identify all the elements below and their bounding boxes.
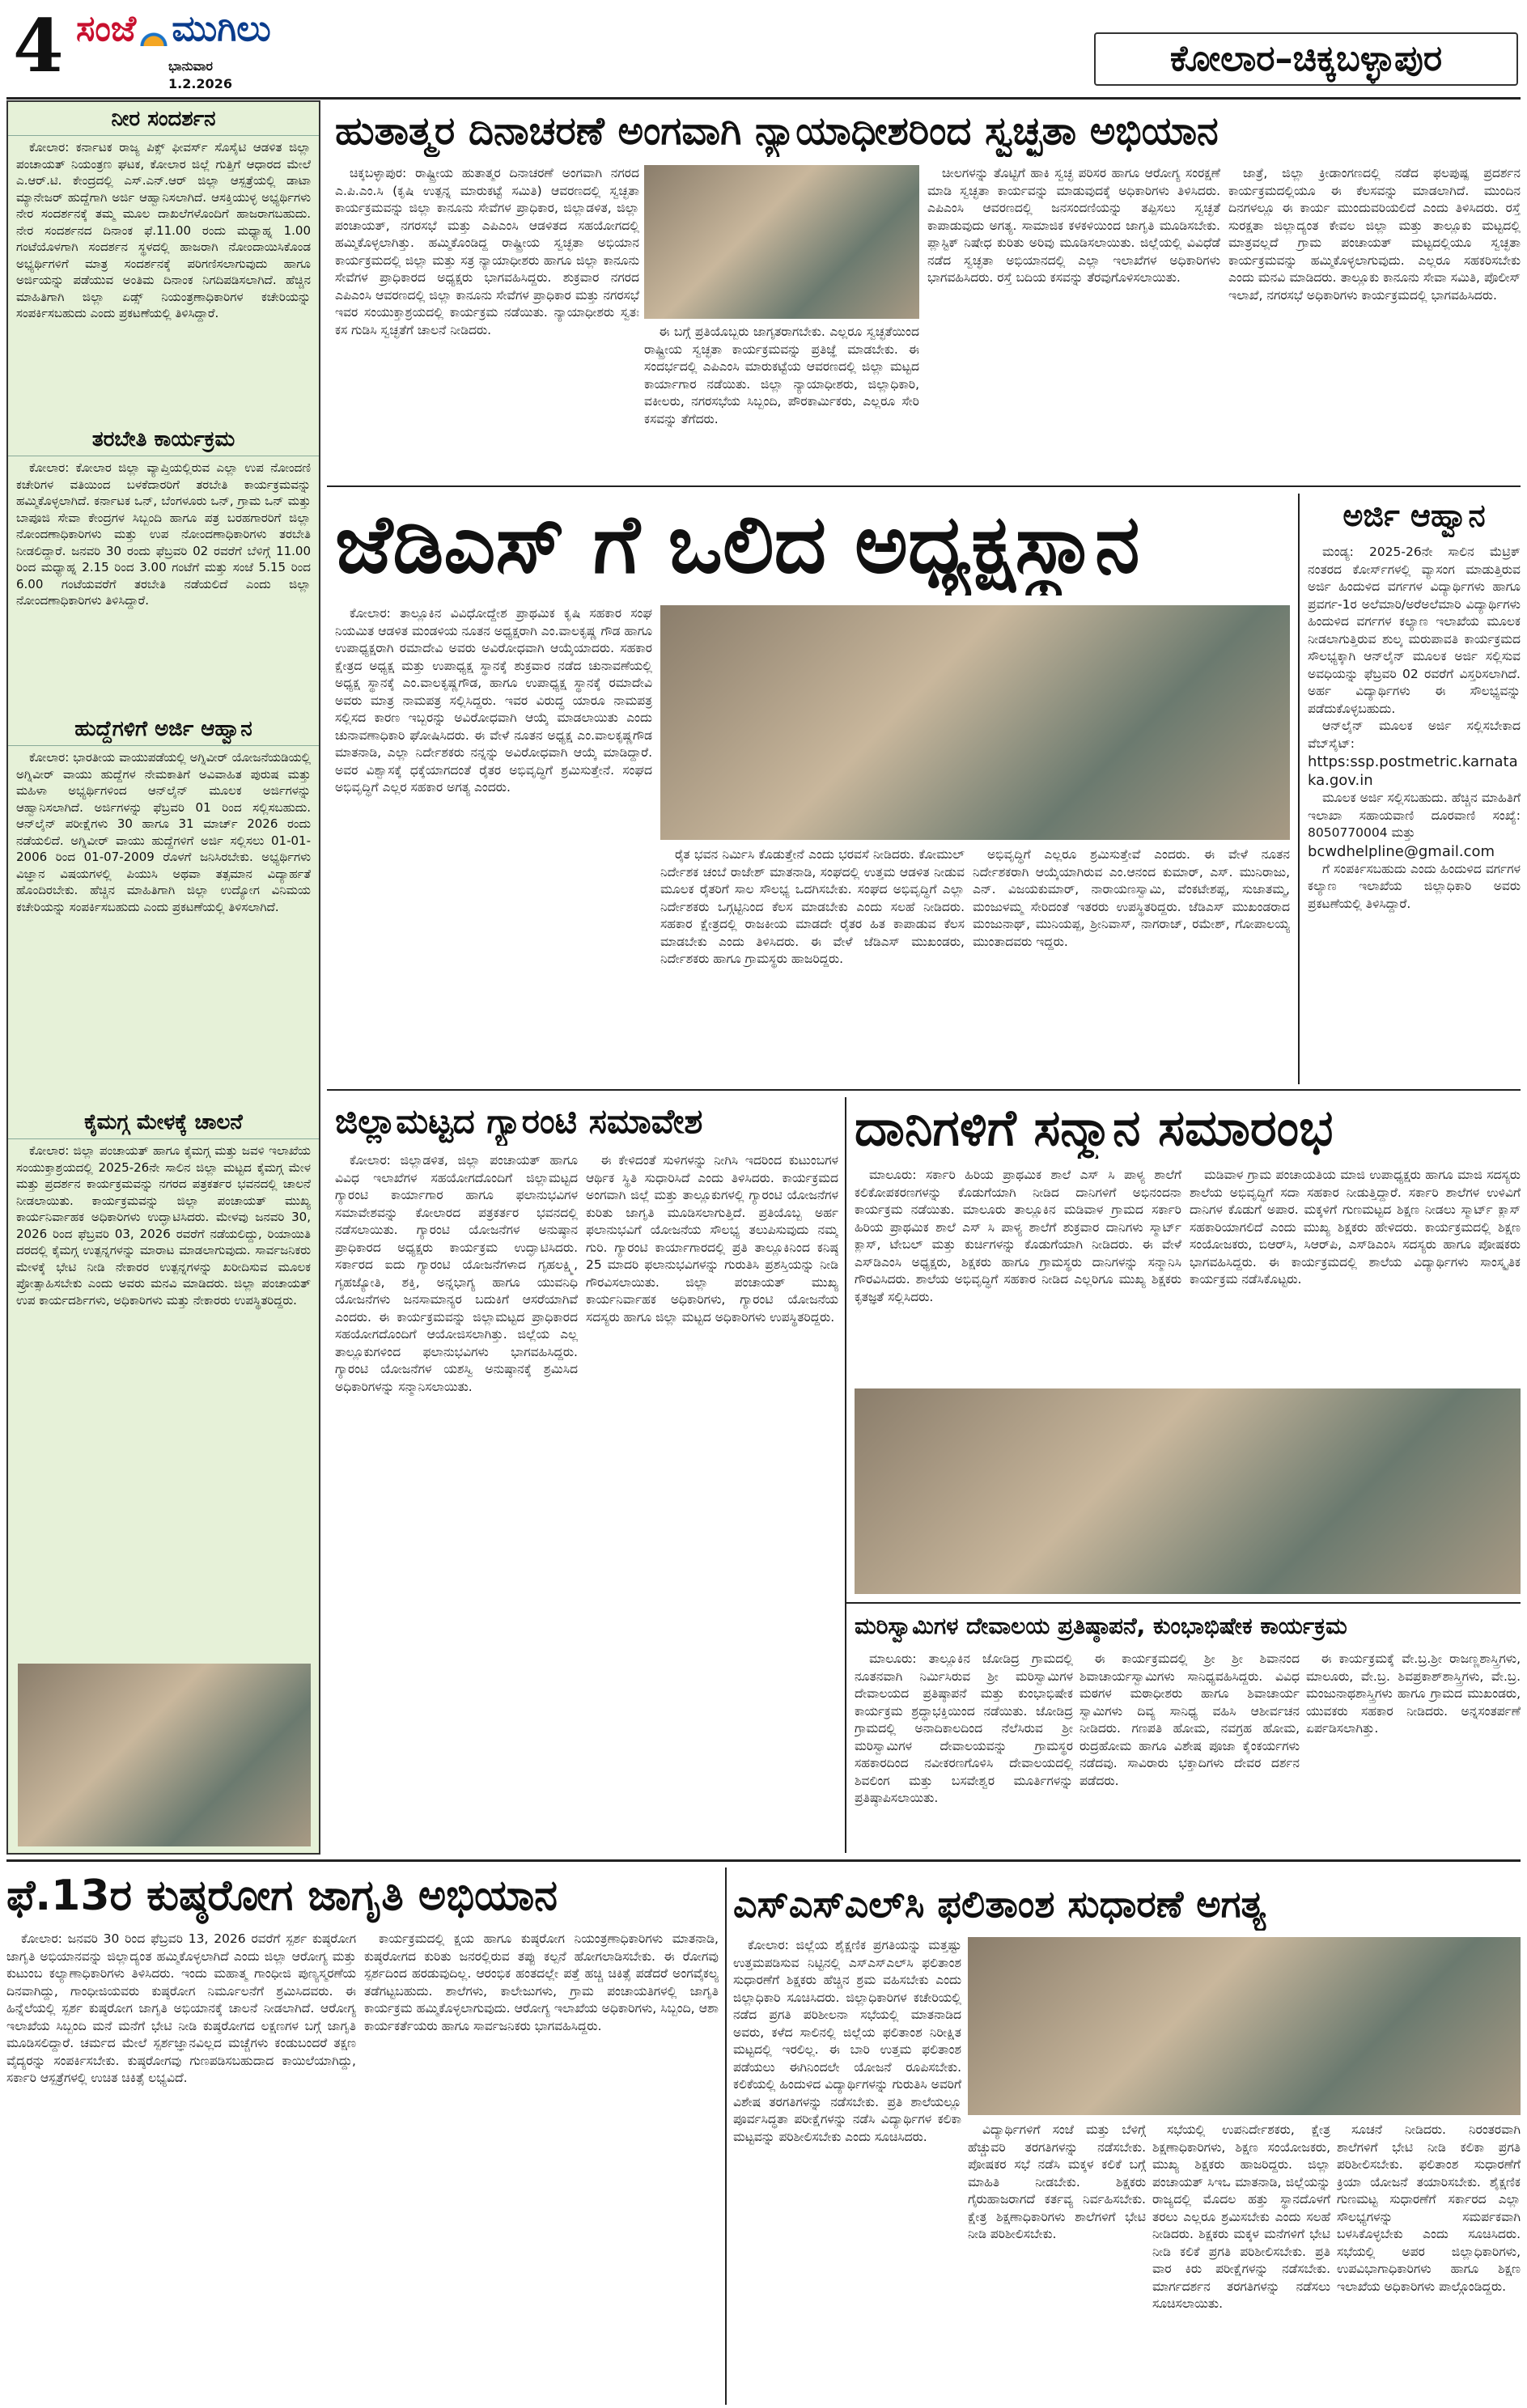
brief-text-1: ಕೋಲಾರ: ಕರ್ನಾಟಕ ರಾಜ್ಯ ಪಿಕ್ಸ್ ಫೀವರ್ಸ್ ಸೊಸೈಟಿ ಆಡಳಿತ ಜಿಲ್ಲಾ ಪಂಚಾಯತ್ ನಿಯಂತ್ರಣ ಘಟಕ, ಕೋಲಾರ ಜಿಲ್ಲೆ ಗುತ್ತಿಗೆ ಆಧಾರದ ಮೇಲೆ ಎ.ಆರ್.ಟಿ. ಕೇಂದ್ರದಲ್ಲಿ ಎಸ್.ಎನ್.ಆರ್ ಜಿಲ್ಲಾ ಆಸ್ಪತ್ರೆಯಲ್ಲಿ ಡಾಟಾ ಮ್ಯಾನೇಜರ್ ಹುದ್ದೆಗಾಗಿ ಅರ್ಜಿ ಆಹ್ವಾನಿಸಲಾಗಿದೆ. ಆಸಕ್ತಿಯುಳ್ಳ ಅಭ್ಯರ್ಥಿಗಳು ನೇರ ಸಂದರ್ಶನಕ್ಕೆ ತಮ್ಮ ಮೂಲ ದಾಖಲೆಗಳೊಂದಿಗೆ ಹಾಜರಾಗಬಹುದು. ನೇರ ಸಂದರ್ಶನದ ದಿನಾಂಕ ಫೆ.11.00 ರಂದು ಮಧ್ಯಾಹ್ನ 1.00 ಗಂಟೆಯೊಳಗಾಗಿ ಸಂದರ್ಶನ ಸ್ಥಳದಲ್ಲಿ ಹಾಜರಾಗಿ ನೋಂದಾಯಿಸಿಕೊಂಡ ಅಭ್ಯರ್ಥಿಗಳಿಗೆ ಮಾತ್ರ ಸಂದರ್ಶನಕ್ಕೆ ಪರಿಗಣಿಸಲಾಗುವುದು ಹಾಗೂ ಅರ್ಜಿಯನ್ನು ಪಡೆಯುವ ಅಂತಿಮ ದಿನಾಂಕ ನಿಗದಿಪಡಿಸಲಾಗಿದೆ. ಹೆಚ್ಚಿನ ಮಾಹಿತಿಗಾಗಿ ಜಿಲ್ಲಾ ಏಡ್ಸ್ ನಿಯಂತ್ರಣಾಧಿಕಾರಿಗಳ ಕಚೇರಿಯನ್ನು ಸಂಪರ್ಕಿಸಬಹುದು ಎಂದು ಪ್ರಕಟಣೆಯಲ್ಲಿ ತಿಳಿಸಿದ್ದಾರೆ. xyxy=(16,140,311,320)
section-title: ಕೋಲಾರ–ಚಿಕ್ಕಬಳ್ಳಾಪುರ xyxy=(1094,32,1518,86)
story1-photo xyxy=(644,165,919,319)
story1-body-col3: ಚೀಲಗಳನ್ನು ತೊಟ್ಟಿಗೆ ಹಾಕಿ ಸ್ವಚ್ಛ ಪರಿಸರ ಹಾಗೂ ಆರೋಗ್ಯ ಸಂರಕ್ಷಣೆ ಮಾಡಿ ಸ್ವಚ್ಛತಾ ಕಾರ್ಯವನ್ನು ಮಾಡುವುದಕ್ಕೆ ಅಧಿಕಾರಿಗಳು ತಿಳಿಸಿದರು. ಎಪಿಎಂಸಿ ಆವರಣದಲ್ಲಿ ಜನಸಂದಣಿಯನ್ನು ತಪ್ಪಿಸಲು ಸ್ವಚ್ಛತೆ ಕಾಪಾಡುವುದು ಅಗತ್ಯ. ಸಾಮಾಜಿಕ ಕಳಕಳಿಯಿಂದ ಜಾಗೃತಿ ಮೂಡಿಸಬೇಕು. ಪ್ಲಾಸ್ಟಿಕ್ ನಿಷೇಧ ಕುರಿತು ಅರಿವು ಮೂಡಿಸಲಾಯಿತು. ಜಿಲ್ಲೆಯಲ್ಲಿ ವಿವಿಧೆಡೆ ನಡೆದ ಸ್ವಚ್ಛತಾ ಅಭಿಯಾನದಲ್ಲಿ ಎಲ್ಲಾ ಇಲಾಖೆಗಳ ಅಧಿಕಾರಿಗಳು ಭಾಗವಹಿಸಿದರು. ರಸ್ತೆ ಬದಿಯ ಕಸವನ್ನು ತೆರವುಗೊಳಿಸಲಾಯಿತು. xyxy=(927,166,1220,285)
story3-body-col1: ಕೋಲಾರ: ಜಿಲ್ಲಾಡಳಿತ, ಜಿಲ್ಲಾ ಪಂಚಾಯತ್ ಹಾಗೂ ವಿವಿಧ ಇಲಾಖೆಗಳ ಸಹಯೋಗದೊಂದಿಗೆ ಜಿಲ್ಲಾಮಟ್ಟದ ಗ್ಯಾರಂಟಿ ಕಾರ್ಯಾಗಾರ ಹಾಗೂ ಫಲಾನುಭವಿಗಳ ಸಮಾವೇಶವನ್ನು ಕೋಲಾರದ ಪತ್ರಕರ್ತರ ಭವನದಲ್ಲಿ ನಡೆಸಲಾಯಿತು. ಗ್ಯಾರಂಟಿ ಯೋಜನೆಗಳ ಅನುಷ್ಠಾನ ಪ್ರಾಧಿಕಾರದ ಅಧ್ಯಕ್ಷರು ಕಾರ್ಯಕ್ರಮ ಉದ್ಘಾಟಿಸಿದರು. ಸರ್ಕಾರದ ಐದು ಗ್ಯಾರಂಟಿ ಯೋಜನೆಗಳಾದ ಗೃಹಲಕ್ಷ್ಮಿ, ಗೃಹಜ್ಯೋತಿ, ಶಕ್ತಿ, ಅನ್ನಭಾಗ್ಯ ಹಾಗೂ ಯುವನಿಧಿ ಯೋಜನೆಗಳು ಜನಸಾಮಾನ್ಯರ ಬದುಕಿಗೆ ಆಸರೆಯಾಗಿವೆ ಎಂದರು. ಈ ಕಾರ್ಯಕ್ರಮವನ್ನು ಜಿಲ್ಲಾಮಟ್ಟದ ಪ್ರಾಧಿಕಾರದ ಸಹಯೋಗದೊಂದಿಗೆ ಆಯೋಜಿಸಲಾಗಿತ್ತು. ಜಿಲ್ಲೆಯ ಎಲ್ಲ ತಾಲ್ಲೂಕುಗಳಿಂದ ಫಲಾನುಭವಿಗಳು ಭಾಗವಹಿಸಿದ್ದರು. ಗ್ಯಾರಂಟಿ ಯೋಜನೆಗಳ ಯಶಸ್ವಿ ಅನುಷ್ಠಾನಕ್ಕೆ ಶ್ರಮಿಸಿದ ಅಧಿಕಾರಿಗಳನ್ನು ಸನ್ಮಾನಿಸಲಾಯಿತು. xyxy=(335,1153,578,1394)
story7-body-col1: ಕೋಲಾರ: ಜಿಲ್ಲೆಯ ಶೈಕ್ಷಣಿಕ ಪ್ರಗತಿಯನ್ನು ಮತ್ತಷ್ಟು ಉತ್ತಮಪಡಿಸುವ ನಿಟ್ಟಿನಲ್ಲಿ ಎಸ್‌ಎಸ್‌ಎಲ್‌ಸಿ ಫಲಿತಾಂಶ ಸುಧಾರಣೆಗೆ ಶಿಕ್ಷಕರು ಹೆಚ್ಚಿನ ಶ್ರಮ ವಹಿಸಬೇಕು ಎಂದು ಜಿಲ್ಲಾಧಿಕಾರಿ ಸೂಚಿಸಿದರು. ಜಿಲ್ಲಾಧಿಕಾರಿಗಳ ಕಚೇರಿಯಲ್ಲಿ ನಡೆದ ಪ್ರಗತಿ ಪರಿಶೀಲನಾ ಸಭೆಯಲ್ಲಿ ಮಾತನಾಡಿದ ಅವರು, ಕಳೆದ ಸಾಲಿನಲ್ಲಿ ಜಿಲ್ಲೆಯ ಫಲಿತಾಂಶ ನಿರೀಕ್ಷಿತ ಮಟ್ಟದಲ್ಲಿ ಇರಲಿಲ್ಲ. ಈ ಬಾರಿ ಉತ್ತಮ ಫಲಿತಾಂಶ ಪಡೆಯಲು ಈಗಿನಿಂದಲೇ ಯೋಜನೆ ರೂಪಿಸಬೇಕು. ಕಲಿಕೆಯಲ್ಲಿ ಹಿಂದುಳಿದ ವಿದ್ಯಾರ್ಥಿಗಳನ್ನು ಗುರುತಿಸಿ ಅವರಿಗೆ ವಿಶೇಷ ತರಗತಿಗಳನ್ನು ನಡೆಸಬೇಕು. ಪ್ರತಿ ಶಾಲೆಯಲ್ಲೂ ಪೂರ್ವಸಿದ್ಧತಾ ಪರೀಕ್ಷೆಗಳನ್ನು ನಡೆಸಿ ವಿದ್ಯಾರ್ಥಿಗಳ ಕಲಿಕಾ ಮಟ್ಟವನ್ನು ಪರಿಶೀಲಿಸಬೇಕು ಎಂದು ಸೂಚಿಸಿದರು. xyxy=(733,1938,961,2144)
page-number: 4 xyxy=(13,10,64,89)
story4-photo xyxy=(855,1388,1521,1594)
story6-headline: ಫೆ.13ರ ಕುಷ್ಠರೋಗ ಜಾಗೃತಿ ಅಭಿಯಾನ xyxy=(6,1872,558,1920)
brief-heading-3: ಹುದ್ದೆಗಳಿಗೆ ಅರ್ಜಿ ಆಹ್ವಾನ xyxy=(8,717,319,746)
story1-body-col2: ಈ ಬಗ್ಗೆ ಪ್ರತಿಯೊಬ್ಬರು ಜಾಗೃತರಾಗಬೇಕು. ಎಲ್ಲರೂ ಸ್ವಚ್ಛತೆಯಿಂದ ರಾಷ್ಟ್ರೀಯ ಸ್ವಚ್ಛತಾ ಕಾರ್ಯಕ್ರಮವನ್ನು ಪ್ರತಿಜ್ಞೆ ಮಾಡಬೇಕು. ಈ ಸಂದರ್ಭದಲ್ಲಿ ಎಪಿಎಂಸಿ ಮಾರುಕಟ್ಟೆಯ ಆವರಣದಲ್ಲಿ ಜಿಲ್ಲಾ ಮಟ್ಟದ ಕಾರ್ಯಾಗಾರ ನಡೆಯಿತು. ಜಿಲ್ಲಾ ನ್ಯಾಯಾಧೀಶರು, ಜಿಲ್ಲಾಧಿಕಾರಿ, ವಕೀಲರು, ನಗರಸಭೆಯ ಸಿಬ್ಬಂದಿ, ಪೌರಕಾರ್ಮಿಕರು, ಎಲ್ಲರೂ ಸೇರಿ ಕಸವನ್ನು ತೆಗೆದರು. xyxy=(644,324,919,426)
story7-body-col2: ವಿದ್ಯಾರ್ಥಿಗಳಿಗೆ ಸಂಜೆ ಮತ್ತು ಬೆಳಿಗ್ಗೆ ಹೆಚ್ಚುವರಿ ತರಗತಿಗಳನ್ನು ನಡೆಸಬೇಕು. ಪೋಷಕರ ಸಭೆ ನಡೆಸಿ ಮಕ್ಕಳ ಕಲಿಕೆ ಬಗ್ಗೆ ಮಾಹಿತಿ ನೀಡಬೇಕು. ಶಿಕ್ಷಕರು ಗೈರುಹಾಜರಾಗದೆ ಕರ್ತವ್ಯ ನಿರ್ವಹಿಸಬೇಕು. ಕ್ಷೇತ್ರ ಶಿಕ್ಷಣಾಧಿಕಾರಿಗಳು ಶಾಲೆಗಳಿಗೆ ಭೇಟಿ ನೀಡಿ ಪರಿಶೀಲಿಸಬೇಕು. xyxy=(968,2122,1146,2241)
brand-left: ಸಂಜೆ xyxy=(76,8,137,49)
notice-url[interactable]: https:ssp.postmetric.karnataka.gov.in xyxy=(1308,753,1518,789)
brief-heading-2: ತರಬೇತಿ ಕಾರ್ಯಕ್ರಮ xyxy=(8,427,319,456)
brief-text-3: ಕೋಲಾರ: ಭಾರತೀಯ ವಾಯುಪಡೆಯಲ್ಲಿ ಅಗ್ನಿವೀರ್ ಯೋಜನೆಯಡಿಯಲ್ಲಿ ಅಗ್ನಿವೀರ್ ವಾಯು ಹುದ್ದೆಗಳ ನೇಮಕಾತಿಗೆ ಅವಿವಾಹಿತ ಪುರುಷ ಮತ್ತು ಮಹಿಳಾ ಅಭ್ಯರ್ಥಿಗಳಿಂದ ಆನ್‌ಲೈನ್ ಮೂಲಕ ಅರ್ಜಿಗಳನ್ನು ಆಹ್ವಾನಿಸಲಾಗಿದೆ. ಅರ್ಜಿಗಳನ್ನು ಫೆಬ್ರವರಿ 01 ರಿಂದ ಸಲ್ಲಿಸಬಹುದು. ಆನ್‌ಲೈನ್ ಪರೀಕ್ಷೆಗಳು 30 ಹಾಗೂ 31 ಮಾರ್ಚ್ 2026 ರಂದು ನಡೆಯಲಿದೆ. ಅಗ್ನಿವೀರ್ ವಾಯು ಹುದ್ದೆಗಳಿಗೆ ಅರ್ಜಿ ಸಲ್ಲಿಸಲು 01-01-2006 ರಿಂದ 01-07-2009 ರೊಳಗೆ ಜನಿಸಿರಬೇಕು. ಅಭ್ಯರ್ಥಿಗಳು ವಿಜ್ಞಾನ ವಿಷಯಗಳಲ್ಲಿ ಪಿಯುಸಿ ಅಥವಾ ತತ್ಸಮಾನ ವಿದ್ಯಾರ್ಹತೆ ಹೊಂದಿರಬೇಕು. ಹೆಚ್ಚಿನ ಮಾಹಿತಿಗಾಗಿ ಜಿಲ್ಲಾ ಉದ್ಯೋಗ ವಿನಿಮಯ ಕಚೇರಿಯನ್ನು ಸಂಪರ್ಕಿಸಬಹುದು ಎಂದು ಪ್ರಕಟಣೆಯಲ್ಲಿ ತಿಳಿಸಲಾಗಿದೆ. xyxy=(16,750,311,914)
brief-heading-4: ಕೈಮಗ್ಗ ಮೇಳಕ್ಕೆ ಚಾಲನೆ xyxy=(8,1110,319,1139)
left-briefs-column xyxy=(6,100,320,1855)
story6-body-col2: ಕಾರ್ಯಕ್ರಮದಲ್ಲಿ ಕ್ಷಯ ಹಾಗೂ ಕುಷ್ಠರೋಗ ನಿಯಂತ್ರಣಾಧಿಕಾರಿಗಳು ಮಾತನಾಡಿ, ಕುಷ್ಠರೋಗದ ಕುರಿತು ಜನರಲ್ಲಿರುವ ತಪ್ಪು ಕಲ್ಪನೆ ಹೋಗಲಾಡಿಸಬೇಕು. ಈ ರೋಗವು ಸ್ಪರ್ಶದಿಂದ ಹರಡುವುದಿಲ್ಲ. ಆರಂಭಿಕ ಹಂತದಲ್ಲೇ ಪತ್ತೆ ಹಚ್ಚಿ ಚಿಕಿತ್ಸೆ ಪಡೆದರೆ ಅಂಗವೈಕಲ್ಯ ತಡೆಗಟ್ಟಬಹುದು. ಶಾಲೆಗಳು, ಕಾಲೇಜುಗಳು, ಗ್ರಾಮ ಪಂಚಾಯತಿಗಳಲ್ಲಿ ಜಾಗೃತಿ ಕಾರ್ಯಕ್ರಮ ಹಮ್ಮಿಕೊಳ್ಳಲಾಗುವುದು. ಆರೋಗ್ಯ ಇಲಾಖೆಯ ಅಧಿಕಾರಿಗಳು, ಸಿಬ್ಬಂದಿ, ಆಶಾ ಕಾರ್ಯಕರ್ತೆಯರು ಹಾಗೂ ಸಾರ್ವಜನಿಕರು ಭಾಗವಹಿಸಿದ್ದರು. xyxy=(364,1931,719,2033)
handloom-fair-photo xyxy=(18,1664,311,1846)
story7-photo xyxy=(968,1937,1521,2115)
story5-body-col2: ಈ ಕಾರ್ಯಕ್ರಮದಲ್ಲಿ ಶ್ರೀ ಶ್ರೀ ಶಿವಾನಂದ ಶಿವಾಚಾರ್ಯಸ್ವಾಮಿಗಳು ಸಾನಿಧ್ಯವಹಿಸಿದ್ದರು. ವಿವಿಧ ಮಠಗಳ ಮಠಾಧೀಶರು ಹಾಗೂ ಶಿವಾಚಾರ್ಯ ಸ್ವಾಮಿಗಳು ದಿವ್ಯ ಸಾನಿಧ್ಯ ವಹಿಸಿ ಆಶೀರ್ವಚನ ನೀಡಿದರು. ಗಣಪತಿ ಹೋಮ, ನವಗ್ರಹ ಹೋಮ, ರುದ್ರಹೋಮ ಹಾಗೂ ವಿಶೇಷ ಪೂಜಾ ಕೈಂಕರ್ಯಗಳು ನಡೆದವು. ಸಾವಿರಾರು ಭಕ್ತಾದಿಗಳು ದೇವರ ದರ್ಶನ ಪಡೆದರು. xyxy=(1080,1651,1300,1788)
brief-text-2: ಕೋಲಾರ: ಕೋಲಾರ ಜಿಲ್ಲಾ ವ್ಯಾಪ್ತಿಯಲ್ಲಿರುವ ಎಲ್ಲಾ ಉಪ ನೋಂದಣಿ ಕಚೇರಿಗಳ ವತಿಯಿಂದ ಬಳಕೆದಾರರಿಗೆ ತರಬೇತಿ ಕಾರ್ಯಕ್ರಮವನ್ನು ಹಮ್ಮಿಕೊಳ್ಳಲಾಗಿದೆ. ಕರ್ನಾಟಕ ಒನ್, ಬೆಂಗಳೂರು ಒನ್, ಗ್ರಾಮ ಒನ್ ಮತ್ತು ಬಾಪೂಜಿ ಸೇವಾ ಕೇಂದ್ರಗಳ ಸಿಬ್ಬಂದಿ ಹಾಗೂ ಪತ್ರ ಬರಹಗಾರರಿಗೆ ಜಿಲ್ಲಾ ನೋಂದಣಾಧಿಕಾರಿಗಳು ಮತ್ತು ಉಪ ನೋಂದಣಾಧಿಕಾರಿಗಳು ತರಬೇತಿ ನೀಡಲಿದ್ದಾರೆ. ಜನವರಿ 30 ರಂದು ಫೆಬ್ರವರಿ 02 ರವರೆಗೆ ಬೆಳಿಗ್ಗೆ 11.00 ರಿಂದ ಮಧ್ಯಾಹ್ನ 2.15 ರಿಂದ 3.00 ಗಂಟೆಗೆ ಮತ್ತು ಸಂಜೆ 5.15 ರಿಂದ 6.00 ಗಂಟೆಯವರೆಗೆ ತರಬೇತಿ ನಡೆಯಲಿದೆ ಎಂದು ಜಿಲ್ಲಾ ನೋಂದಣಾಧಿಕಾರಿಗಳು ತಿಳಿಸಿದ್ದಾರೆ. xyxy=(16,460,311,608)
story1-headline: ಹುತಾತ್ಮರ ದಿನಾಚರಣೆ ಅಂಗವಾಗಿ ನ್ಯಾಯಾಧೀಶರಿಂದ ಸ್ವಚ್ಛತಾ ಅಭಿಯಾನ xyxy=(335,108,1219,154)
story2-body-col2: ರೈತ ಭವನ ನಿರ್ಮಿಸಿ ಕೊಡುತ್ತೇನೆ ಎಂದು ಭರವಸೆ ನೀಡಿದರು. ಕೋಮುಲ್ ನಿರ್ದೇಶಕ ಚಂಬೆ ರಾಜೇಶ್ ಮಾತನಾಡಿ, ಸಂಘದಲ್ಲಿ ಉತ್ತಮ ಆಡಳಿತ ನೀಡುವ ಮೂಲಕ ರೈತರಿಗೆ ಸಾಲ ಸೌಲಭ್ಯ ಒದಗಿಸಬೇಕು. ಸಂಘದ ಅಭಿವೃದ್ಧಿಗೆ ಎಲ್ಲಾ ನಿರ್ದೇಶಕರು ಒಗ್ಗಟ್ಟಿನಿಂದ ಕೆಲಸ ಮಾಡಬೇಕು ಎಂದು ಸಲಹೆ ನೀಡಿದರು. ಸಹಕಾರ ಕ್ಷೇತ್ರದಲ್ಲಿ ರಾಜಕೀಯ ಮಾಡದೇ ರೈತರ ಹಿತ ಕಾಪಾಡುವ ಕೆಲಸ ಮಾಡಬೇಕು ಎಂದು ತಿಳಿಸಿದರು. ಈ ವೇಳೆ ಜೆಡಿಎಸ್ ಮುಖಂಡರು, ನಿರ್ದೇಶಕರು ಹಾಗೂ ಗ್ರಾಮಸ್ಥರು ಹಾಜರಿದ್ದರು. xyxy=(660,847,965,966)
story4-headline: ದಾನಿಗಳಿಗೆ ಸನ್ಮಾನ ಸಮಾರಂಭ xyxy=(855,1098,1334,1157)
notice-headline: ಅರ್ಜಿ ಆಹ್ವಾನ xyxy=(1342,498,1486,533)
brief-heading-1: ನೀರ ಸಂದರ್ಶನ xyxy=(8,107,319,136)
story2-photo xyxy=(660,605,1290,840)
story1-body-col1: ಚಿಕ್ಕಬಳ್ಳಾಪುರ: ರಾಷ್ಟ್ರೀಯ ಹುತಾತ್ಮರ ದಿನಾಚರಣೆ ಅಂಗವಾಗಿ ನಗರದ ಎ.ಪಿ.ಎಂ.ಸಿ (ಕೃಷಿ ಉತ್ಪನ್ನ ಮಾರುಕಟ್ಟೆ ಸಮಿತಿ) ಆವರಣದಲ್ಲಿ ಸ್ವಚ್ಛತಾ ಕಾರ್ಯಕ್ರಮವನ್ನು ಜಿಲ್ಲಾ ಕಾನೂನು ಸೇವೆಗಳ ಪ್ರಾಧಿಕಾರ, ಜಿಲ್ಲಾಡಳಿತ, ಜಿಲ್ಲಾ ಪಂಚಾಯತ್, ನಗರಸಭೆ ಮತ್ತು ಎಪಿಎಂಸಿ ಆಡಳಿತದ ಸಹಯೋಗದಲ್ಲಿ ಹಮ್ಮಿಕೊಳ್ಳಲಾಗಿತ್ತು. ಹಮ್ಮಿಕೊಂಡಿದ್ದ ರಾಷ್ಟ್ರೀಯ ಸ್ವಚ್ಛತಾ ಅಭಿಯಾನ ಕಾರ್ಯಕ್ರಮದಲ್ಲಿ ಜಿಲ್ಲಾ ಮತ್ತು ಸತ್ರ ನ್ಯಾಯಾಧೀಶರು ಹಾಗೂ ಜಿಲ್ಲಾ ಕಾನೂನು ಸೇವೆಗಳ ಪ್ರಾಧಿಕಾರದ ಅಧ್ಯಕ್ಷರು ಭಾಗವಹಿಸಿದ್ದರು. ಶುಕ್ರವಾರ ನಗರದ ಎಪಿಎಂಸಿ ಆವರಣದಲ್ಲಿ ಜಿಲ್ಲಾ ಕಾನೂನು ಸೇವೆಗಳ ಪ್ರಾಧಿಕಾರ ಮತ್ತು ನಗರಸಭೆ ಇವರ ಸಂಯುಕ್ತಾಶ್ರಯದಲ್ಲಿ ಕಾರ್ಯಕ್ರಮ ನಡೆಯಿತು. ನ್ಯಾಯಾಧೀಶರು ಸ್ವತಃ ಕಸ ಗುಡಿಸಿ ಸ್ವಚ್ಛತೆಗೆ ಚಾಲನೆ ನೀಡಿದರು. xyxy=(335,166,639,337)
story7-body-col4: ಸೂಚನೆ ನೀಡಿದರು. ನಿರಂತರವಾಗಿ ಶಾಲೆಗಳಿಗೆ ಭೇಟಿ ನೀಡಿ ಕಲಿಕಾ ಪ್ರಗತಿ ಪರಿಶೀಲಿಸಬೇಕು. ಫಲಿತಾಂಶ ಸುಧಾರಣೆಗೆ ಕ್ರಿಯಾ ಯೋಜನೆ ತಯಾರಿಸಬೇಕು. ಶೈಕ್ಷಣಿಕ ಗುಣಮಟ್ಟ ಸುಧಾರಣೆಗೆ ಸರ್ಕಾರದ ಎಲ್ಲಾ ಸೌಲಭ್ಯಗಳನ್ನು ಸಮರ್ಪಕವಾಗಿ ಬಳಸಿಕೊಳ್ಳಬೇಕು ಎಂದು ಸೂಚಿಸಿದರು. ಸಭೆಯಲ್ಲಿ ಅಪರ ಜಿಲ್ಲಾಧಿಕಾರಿಗಳು, ಉಪವಿಭಾಗಾಧಿಕಾರಿಗಳು ಹಾಗೂ ಶಿಕ್ಷಣ ಇಲಾಖೆಯ ಅಧಿಕಾರಿಗಳು ಪಾಲ್ಗೊಂಡಿದ್ದರು. xyxy=(1337,2122,1521,2294)
story4-body-col2: ಮಡಿವಾಳ ಗ್ರಾಮ ಪಂಚಾಯತಿಯ ಮಾಜಿ ಉಪಾಧ್ಯಕ್ಷರು ಹಾಗೂ ಮಾಜಿ ಸದಸ್ಯರು ಶಾಲೆಯ ಅಭಿವೃದ್ಧಿಗೆ ಸದಾ ಸಹಕಾರ ನೀಡುತ್ತಿದ್ದಾರೆ. ಸರ್ಕಾರಿ ಶಾಲೆಗಳ ಉಳಿವಿಗೆ ದಾನಿಗಳ ಕೊಡುಗೆ ಅಪಾರ. ಮಕ್ಕಳಿಗೆ ಗುಣಮಟ್ಟದ ಶಿಕ್ಷಣ ನೀಡಲು ಸ್ಮಾರ್ಟ್ ಕ್ಲಾಸ್ ಸಹಕಾರಿಯಾಗಲಿದೆ ಎಂದು ಮುಖ್ಯ ಶಿಕ್ಷಕರು ಹೇಳಿದರು. ಕಾರ್ಯಕ್ರಮದಲ್ಲಿ ಶಿಕ್ಷಣ ಸಂಯೋಜಕರು, ಬಿಆರ್‌ಸಿ, ಸಿಆರ್‌ಪಿ, ಎಸ್‌ಡಿಎಂಸಿ ಸದಸ್ಯರು ಹಾಗೂ ಪೋಷಕರು ಭಾಗವಹಿಸಿದ್ದರು. ಈ ಕಾರ್ಯಕ್ರಮದಲ್ಲಿ ಶಾಲೆಯ ವಿದ್ಯಾರ್ಥಿಗಳು ಸಾಂಸ್ಕೃತಿಕ ಕಾರ್ಯಕ್ರಮ ನಡೆಸಿಕೊಟ್ಟರು. xyxy=(1190,1168,1521,1287)
brand-logo xyxy=(76,8,308,57)
masthead-left xyxy=(6,5,308,95)
story5-headline: ಮರಿಸ್ವಾಮಿಗಳ ದೇವಾಲಯ ಪ್ರತಿಷ್ಠಾಪನೆ, ಕುಂಭಾಭಿಷೇಕ ಕಾರ್ಯಕ್ರಮ xyxy=(855,1613,1347,1639)
story3-headline: ಜಿಲ್ಲಾಮಟ್ಟದ ಗ್ಯಾರಂಟಿ ಸಮಾವೇಶ xyxy=(335,1101,703,1141)
story7-body-col3: ಸಭೆಯಲ್ಲಿ ಉಪನಿರ್ದೇಶಕರು, ಕ್ಷೇತ್ರ ಶಿಕ್ಷಣಾಧಿಕಾರಿಗಳು, ಶಿಕ್ಷಣ ಸಂಯೋಜಕರು, ಮುಖ್ಯ ಶಿಕ್ಷಕರು ಹಾಜರಿದ್ದರು. ಜಿಲ್ಲಾ ಪಂಚಾಯತ್ ಸಿಇಒ ಮಾತನಾಡಿ, ಜಿಲ್ಲೆಯನ್ನು ರಾಜ್ಯದಲ್ಲಿ ಮೊದಲ ಹತ್ತು ಸ್ಥಾನದೊಳಗೆ ತರಲು ಎಲ್ಲರೂ ಶ್ರಮಿಸಬೇಕು ಎಂದು ಸಲಹೆ ನೀಡಿದರು. ಶಿಕ್ಷಕರು ಮಕ್ಕಳ ಮನೆಗಳಿಗೆ ಭೇಟಿ ನೀಡಿ ಕಲಿಕೆ ಪ್ರಗತಿ ಪರಿಶೀಲಿಸಬೇಕು. ಪ್ರತಿ ವಾರ ಕಿರು ಪರೀಕ್ಷೆಗಳನ್ನು ನಡೆಸಬೇಕು. ಮಾರ್ಗದರ್ಶನ ತರಗತಿಗಳನ್ನು ನಡೆಸಲು ಸೂಚಿಸಲಾಯಿತು. xyxy=(1152,2122,1330,2311)
issue-day: ಭಾನುವಾರ xyxy=(168,58,213,74)
brief-text-4: ಕೋಲಾರ: ಜಿಲ್ಲಾ ಪಂಚಾಯತ್ ಹಾಗೂ ಕೈಮಗ್ಗ ಮತ್ತು ಜವಳಿ ಇಲಾಖೆಯ ಸಂಯುಕ್ತಾಶ್ರಯದಲ್ಲಿ 2025-26ನೇ ಸಾಲಿನ ಜಿಲ್ಲಾ ಮಟ್ಟದ ಕೈಮಗ್ಗ ಮೇಳ ಮತ್ತು ಪ್ರದರ್ಶನ ಕಾರ್ಯಕ್ರಮವನ್ನು ನಗರದ ಪತ್ರಕರ್ತರ ಭವನದಲ್ಲಿ ಚಾಲನೆ ನೀಡಲಾಯಿತು. ಕಾರ್ಯಕ್ರಮವನ್ನು ಜಿಲ್ಲಾ ಪಂಚಾಯತ್ ಮುಖ್ಯ ಕಾರ್ಯನಿರ್ವಾಹಕ ಅಧಿಕಾರಿಗಳು ಉದ್ಘಾಟಿಸಿದರು. ಮೇಳವು ಜನವರಿ 30, 2026 ರಿಂದ ಫೆಬ್ರವರಿ 03, 2026 ರವರೆಗೆ ನಡೆಯಲಿದ್ದು, ರಿಯಾಯಿತಿ ದರದಲ್ಲಿ ಕೈಮಗ್ಗ ಉತ್ಪನ್ನಗಳನ್ನು ಮಾರಾಟ ಮಾಡಲಾಗುವುದು. ಸಾರ್ವಜನಿಕರು ಮೇಳಕ್ಕೆ ಭೇಟಿ ನೀಡಿ ನೇಕಾರರ ಉತ್ಪನ್ನಗಳನ್ನು ಖರೀದಿಸುವ ಮೂಲಕ ಪ್ರೋತ್ಸಾಹಿಸಬೇಕು ಎಂದು ಅವರು ಮನವಿ ಮಾಡಿದರು. ಜಿಲ್ಲಾ ಪಂಚಾಯತ್ ಉಪ ಕಾರ್ಯದರ್ಶಿಗಳು, ಅಧಿಕಾರಿಗಳು ಮತ್ತು ನೇಕಾರರು ಉಪಸ್ಥಿತರಿದ್ದರು. xyxy=(16,1143,311,1308)
story2-body-col3: ಅಭಿವೃದ್ಧಿಗೆ ಎಲ್ಲರೂ ಶ್ರಮಿಸುತ್ತೇವೆ ಎಂದರು. ಈ ವೇಳೆ ನೂತನ ನಿರ್ದೇಶಕರಾಗಿ ಆಯ್ಕೆಯಾಗಿರುವ ಎಂ.ಆನಂದ ಕುಮಾರ್, ಎಸ್. ಮುನಿರಾಜು, ಎನ್. ವಿಜಯಕುಮಾರ್, ನಾರಾಯಣಸ್ವಾಮಿ, ವೆಂಕಟೇಶಪ್ಪ, ಸುಜಾತಮ್ಮ, ಮಂಜುಳಮ್ಮ ಸೇರಿದಂತೆ ಇತರರು ಉಪಸ್ಥಿತರಿದ್ದರು. ಜೆಡಿಎಸ್ ಮುಖಂಡರಾದ ಮಂಜುನಾಥ್, ಮುನಿಯಪ್ಪ, ಶ್ರೀನಿವಾಸ್, ನಾಗರಾಜ್, ರಮೇಶ್, ಗೋಪಾಲಯ್ಯ ಮುಂತಾದವರು ಇದ್ದರು. xyxy=(973,847,1290,949)
story6-body-col1: ಕೋಲಾರ: ಜನವರಿ 30 ರಿಂದ ಫೆಬ್ರವರಿ 13, 2026 ರವರೆಗೆ ಸ್ಪರ್ಶ ಕುಷ್ಠರೋಗ ಜಾಗೃತಿ ಅಭಿಯಾನವನ್ನು ಜಿಲ್ಲಾದ್ಯಂತ ಹಮ್ಮಿಕೊಳ್ಳಲಾಗಿದೆ ಎಂದು ಜಿಲ್ಲಾ ಆರೋಗ್ಯ ಮತ್ತು ಕುಟುಂಬ ಕಲ್ಯಾಣಾಧಿಕಾರಿಗಳು ತಿಳಿಸಿದರು. ಇಂದು ಮಹಾತ್ಮ ಗಾಂಧೀಜಿ ಪುಣ್ಯಸ್ಮರಣೆಯ ದಿನವಾಗಿದ್ದು, ಗಾಂಧೀಜಿಯವರು ಕುಷ್ಠರೋಗ ನಿರ್ಮೂಲನೆಗೆ ಶ್ರಮಿಸಿದವರು. ಈ ಹಿನ್ನೆಲೆಯಲ್ಲಿ ಸ್ಪರ್ಶ ಕುಷ್ಠರೋಗ ಜಾಗೃತಿ ಅಭಿಯಾನಕ್ಕೆ ಚಾಲನೆ ನೀಡಲಾಗಿದೆ. ಆರೋಗ್ಯ ಇಲಾಖೆಯ ಸಿಬ್ಬಂದಿ ಮನೆ ಮನೆಗೆ ಭೇಟಿ ನೀಡಿ ಕುಷ್ಠರೋಗದ ಲಕ್ಷಣಗಳ ಬಗ್ಗೆ ಜಾಗೃತಿ ಮೂಡಿಸಲಿದ್ದಾರೆ. ಚರ್ಮದ ಮೇಲೆ ಸ್ಪರ್ಶಜ್ಞಾನವಿಲ್ಲದ ಮಚ್ಚೆಗಳು ಕಂಡುಬಂದರೆ ತಕ್ಷಣ ವೈದ್ಯರನ್ನು ಸಂಪರ್ಕಿಸಬೇಕು. ಕುಷ್ಠರೋಗವು ಗುಣಪಡಿಸಬಹುದಾದ ಕಾಯಿಲೆಯಾಗಿದ್ದು, ಸರ್ಕಾರಿ ಆಸ್ಪತ್ರೆಗಳಲ್ಲಿ ಉಚಿತ ಚಿಕಿತ್ಸೆ ಲಭ್ಯವಿದೆ. xyxy=(6,1931,356,2085)
story5-body-col3: ಈ ಕಾರ್ಯಕ್ರಮಕ್ಕೆ ವೇ.ಬ್ರ.ಶ್ರೀ ರಾಜಣ್ಣಶಾಸ್ತ್ರಿಗಳು, ಮಾಲೂರು, ವೇ.ಬ್ರ. ಶಿವಪ್ರಕಾಶ್‌ಶಾಸ್ತ್ರಿಗಳು, ವೇ.ಬ್ರ. ಮಂಜುನಾಥಶಾಸ್ತ್ರಿಗಳು ಹಾಗೂ ಗ್ರಾಮದ ಮುಖಂಡರು, ಯುವಕರು ಸಹಕಾರ ನೀಡಿದರು. ಅನ್ನಸಂತರ್ಪಣೆ ಏರ್ಪಡಿಸಲಾಗಿತ್ತು. xyxy=(1306,1651,1521,1736)
story2-headline: ಜೆಡಿಎಸ್ ಗೆ ಒಲಿದ ಅಧ್ಯಕ್ಷಸ್ಥಾನ xyxy=(335,497,1140,591)
issue-date: 1.2.2026 xyxy=(168,76,232,91)
story5-body-col1: ಮಾಲೂರು: ತಾಲ್ಲೂಕಿನ ಜೋಡಿದ್ರ ಗ್ರಾಮದಲ್ಲಿ ನೂತನವಾಗಿ ನಿರ್ಮಿಸಿರುವ ಶ್ರೀ ಮರಿಸ್ವಾಮಿಗಳ ದೇವಾಲಯದ ಪ್ರತಿಷ್ಠಾಪನೆ ಮತ್ತು ಕುಂಭಾಭಿಷೇಕ ಕಾರ್ಯಕ್ರಮ ಶ್ರದ್ಧಾಭಕ್ತಿಯಿಂದ ನಡೆಯಿತು. ಜೋಡಿದ್ರ ಗ್ರಾಮದಲ್ಲಿ ಅನಾದಿಕಾಲದಿಂದ ನೆಲೆಸಿರುವ ಶ್ರೀ ಮರಿಸ್ವಾಮಿಗಳ ದೇವಾಲಯವನ್ನು ಗ್ರಾಮಸ್ಥರ ಸಹಕಾರದಿಂದ ನವೀಕರಣಗೊಳಿಸಿ ದೇವಾಲಯದಲ್ಲಿ ಶಿವಲಿಂಗ ಮತ್ತು ಬಸವೇಶ್ವರ ಮೂರ್ತಿಗಳನ್ನು ಪ್ರತಿಷ್ಠಾಪಿಸಲಾಯಿತು. xyxy=(855,1651,1073,1805)
brand-right: ಮುಗಿಲು xyxy=(172,8,271,49)
notice-body: ಮಂಡ್ಯ: 2025-26ನೇ ಸಾಲಿನ ಮೆಟ್ರಿಕ್ ನಂತರದ ಕೋರ್ಸ್‌ಗಳಲ್ಲಿ ವ್ಯಾಸಂಗ ಮಾಡುತ್ತಿರುವ ಅರ್ಜಿ ಹಿಂದುಳಿದ ವರ್ಗಗಳ ವಿದ್ಯಾರ್ಥಿಗಳು ಹಾಗೂ ಪ್ರವರ್ಗ-1ರ ಅಲೆಮಾರಿ/ಅರೆಅಲೆಮಾರಿ ವಿದ್ಯಾರ್ಥಿಗಳು ಹಿಂದುಳಿದ ವರ್ಗಗಳ ಕಲ್ಯಾಣ ಇಲಾಖೆಯ ಮೂಲಕ ನೀಡಲಾಗುತ್ತಿರುವ ಶುಲ್ಕ ಮರುಪಾವತಿ ಕಾರ್ಯಕ್ರಮದ ಸೌಲಭ್ಯಕ್ಕಾಗಿ ಆನ್‌ಲೈನ್ ಮೂಲಕ ಅರ್ಜಿ ಸಲ್ಲಿಸುವ ಅವಧಿಯನ್ನು ಫೆಬ್ರವರಿ 02 ರವರೆಗೆ ವಿಸ್ತರಿಸಲಾಗಿದೆ. ಅರ್ಹ ವಿದ್ಯಾರ್ಥಿಗಳು ಈ ಸೌಲಭ್ಯವನ್ನು ಪಡೆದುಕೊಳ್ಳಬಹುದು. ಆನ್‌ಲೈನ್ ಮೂಲಕ ಅರ್ಜಿ ಸಲ್ಲಿಸಬೇಕಾದ ವೆಬ್‌ಸೈಟ್: https:ssp.postmetric.karnataka.gov.in ಮೂಲಕ ಅರ್ಜಿ ಸಲ್ಲಿಸಬಹುದು. ಹೆಚ್ಚಿನ ಮಾಹಿತಿಗೆ ಇಲಾಖಾ ಸಹಾಯವಾಣಿ ದೂರವಾಣಿ ಸಂಖ್ಯೆ: 8050770004 ಮತ್ತು bcwdhelpline@gmail.com ಗೆ ಸಂಪರ್ಕಿಸಬಹುದು ಎಂದು ಹಿಂದುಳಿದ ವರ್ಗಗಳ ಕಲ್ಯಾಣ ಇಲಾಖೆಯ ಜಿಲ್ಲಾಧಿಕಾರಿ ಅವರು ಪ್ರಕಟಣೆಯಲ್ಲಿ ತಿಳಿಸಿದ್ದಾರೆ. xyxy=(1308,545,1521,911)
notice-email[interactable]: bcwdhelpline@gmail.com xyxy=(1308,842,1495,860)
story1-body-col4: ಜಾತ್ರೆ, ಜಿಲ್ಲಾ ಕ್ರೀಡಾಂಗಣದಲ್ಲಿ ನಡೆದ ಫಲಪುಷ್ಪ ಪ್ರದರ್ಶನ ಕಾರ್ಯಕ್ರಮದಲ್ಲಿಯೂ ಈ ಕೆಲಸವನ್ನು ಮಾಡಲಾಗಿದೆ. ಮುಂದಿನ ದಿನಗಳಲ್ಲೂ ಈ ಕಾರ್ಯ ಮುಂದುವರಿಯಲಿದೆ ಎಂದು ತಿಳಿಸಿದರು. ರಸ್ತೆ ಸುರಕ್ಷತಾ ಜಿಲ್ಲಾದ್ಯಂತ ಕೇವಲ ಜಿಲ್ಲಾ ಮತ್ತು ತಾಲ್ಲೂಕು ಮಟ್ಟದಲ್ಲಿ ಮಾತ್ರವಲ್ಲದೆ ಗ್ರಾಮ ಪಂಚಾಯತ್ ಮಟ್ಟದಲ್ಲಿಯೂ ಸ್ವಚ್ಛತಾ ಕಾರ್ಯಕ್ರಮವನ್ನು ಹಮ್ಮಿಕೊಳ್ಳಲಾಗುವುದು. ಎಲ್ಲರೂ ಸಹಕರಿಸಬೇಕು ಎಂದು ಮನವಿ ಮಾಡಿದರು. ತಾಲ್ಲೂಕು ಕಾನೂನು ಸೇವಾ ಸಮಿತಿ, ಪೊಲೀಸ್ ಇಲಾಖೆ, ನಗರಸಭೆ ಅಧಿಕಾರಿಗಳು ಕಾರ್ಯಕ್ರಮದಲ್ಲಿ ಭಾಗವಹಿಸಿದರು. xyxy=(1228,166,1521,303)
story3-body-col2: ಈ ಕೇಳಿದಂತೆ ಸುಳಿಗಳನ್ನು ನೀಗಿಸಿ ಇದರಿಂದ ಕುಟುಂಬಗಳ ಆರ್ಥಿಕ ಸ್ಥಿತಿ ಸುಧಾರಿಸಿದೆ ಎಂದು ತಿಳಿಸಿದರು. ಕಾರ್ಯಕ್ರಮದ ಅಂಗವಾಗಿ ಜಿಲ್ಲೆ ಮತ್ತು ತಾಲ್ಲೂಕುಗಳಲ್ಲಿ ಗ್ಯಾರಂಟಿ ಯೋಜನೆಗಳ ಕುರಿತು ಜಾಗೃತಿ ಮೂಡಿಸಲಾಗುತ್ತಿದೆ. ಪ್ರತಿಯೊಬ್ಬ ಅರ್ಹ ಫಲಾನುಭವಿಗೆ ಯೋಜನೆಯ ಸೌಲಭ್ಯ ತಲುಪಿಸುವುದು ನಮ್ಮ ಗುರಿ. ಗ್ಯಾರಂಟಿ ಕಾರ್ಯಾಗಾರದಲ್ಲಿ ಪ್ರತಿ ತಾಲ್ಲೂಕಿನಿಂದ ಕನಿಷ್ಠ 25 ಮಾದರಿ ಫಲಾನುಭವಿಗಳನ್ನು ಗುರುತಿಸಿ ಪ್ರಶಸ್ತಿಯನ್ನು ನೀಡಿ ಗೌರವಿಸಲಾಯಿತು. ಜಿಲ್ಲಾ ಪಂಚಾಯತ್ ಮುಖ್ಯ ಕಾರ್ಯನಿರ್ವಾಹಕ ಅಧಿಕಾರಿಗಳು, ಗ್ಯಾರಂಟಿ ಯೋಜನೆಯ ಸದಸ್ಯರು ಹಾಗೂ ಜಿಲ್ಲಾ ಮಟ್ಟದ ಅಧಿಕಾರಿಗಳು ಉಪಸ್ಥಿತರಿದ್ದರು. xyxy=(586,1153,838,1325)
story2-body-col1: ಕೋಲಾರ: ತಾಲ್ಲೂಕಿನ ವಿವಿಧೋದ್ದೇಶ ಪ್ರಾಥಮಿಕ ಕೃಷಿ ಸಹಕಾರ ಸಂಘ ನಿಯಮಿತ ಆಡಳಿತ ಮಂಡಳಿಯ ನೂತನ ಅಧ್ಯಕ್ಷರಾಗಿ ಎಂ.ವಾಲಕೃಷ್ಣ ಗೌಡ ಹಾಗೂ ಉಪಾಧ್ಯಕ್ಷರಾಗಿ ರಮಾದೇವಿ ಅವರು ಅವಿರೋಧವಾಗಿ ಆಯ್ಕೆಯಾದರು. ಸಹಕಾರ ಕ್ಷೇತ್ರದ ಅಧ್ಯಕ್ಷ ಮತ್ತು ಉಪಾಧ್ಯಕ್ಷ ಸ್ಥಾನಕ್ಕೆ ಶುಕ್ರವಾರ ನಡೆದ ಚುನಾವಣೆಯಲ್ಲಿ ಅಧ್ಯಕ್ಷ ಸ್ಥಾನಕ್ಕೆ ಎಂ.ವಾಲಕೃಷ್ಣಗೌಡ, ಹಾಗೂ ಉಪಾಧ್ಯಕ್ಷ ಸ್ಥಾನಕ್ಕೆ ರಮಾದೇವಿ ಅವರು ಮಾತ್ರ ನಾಮಪತ್ರ ಸಲ್ಲಿಸಿದ್ದರು. ಇವರ ವಿರುದ್ಧ ಯಾರೂ ನಾಮಪತ್ರ ಸಲ್ಲಿಸದ ಕಾರಣ ಇಬ್ಬರನ್ನು ಅವಿರೋಧವಾಗಿ ಆಯ್ಕೆ ಮಾಡಲಾಯಿತು ಎಂದು ಚುನಾವಣಾಧಿಕಾರಿ ಘೋಷಿಸಿದರು. ಈ ವೇಳೆ ನೂತನ ಅಧ್ಯಕ್ಷ ಎಂ.ವಾಲಕೃಷ್ಣಗೌಡ ಮಾತನಾಡಿ, ಎಲ್ಲಾ ನಿರ್ದೇಶಕರು ನನ್ನನ್ನು ಅವಿರೋಧವಾಗಿ ಆಯ್ಕೆ ಮಾಡಿದ್ದಾರೆ. ಅವರ ವಿಶ್ವಾಸಕ್ಕೆ ಧಕ್ಕೆಯಾಗದಂತೆ ರೈತರ ಅಭಿವೃದ್ಧಿಗೆ ಶ್ರಮಿಸುತ್ತೇನೆ. ಸಂಘದ ಅಭಿವೃದ್ಧಿಗೆ ಎಲ್ಲರ ಸಹಕಾರ ಅಗತ್ಯ ಎಂದರು. xyxy=(335,606,652,795)
sun-icon xyxy=(140,28,168,46)
story4-body-col1: ಮಾಲೂರು: ಸರ್ಕಾರಿ ಹಿರಿಯ ಪ್ರಾಥಮಿಕ ಶಾಲೆ ಎಸ್ ಸಿ ಪಾಳ್ಯ ಶಾಲೆಗೆ ಕಲಿಕೋಪಕರಣಗಳನ್ನು ಕೊಡುಗೆಯಾಗಿ ನೀಡಿದ ದಾನಿಗಳಿಗೆ ಅಭಿನಂದನಾ ಕಾರ್ಯಕ್ರಮ ನಡೆಯಿತು. ಮಾಲೂರು ತಾಲ್ಲೂಕಿನ ಮಡಿವಾಳ ಗ್ರಾಮದ ಸರ್ಕಾರಿ ಹಿರಿಯ ಪ್ರಾಥಮಿಕ ಶಾಲೆ ಎಸ್ ಸಿ ಪಾಳ್ಯ ಶಾಲೆಗೆ ಶುಕ್ರವಾರ ದಾನಿಗಳು ಸ್ಮಾರ್ಟ್ ಕ್ಲಾಸ್, ಟೇಬಲ್ ಮತ್ತು ಕುರ್ಚಿಗಳನ್ನು ಕೊಡುಗೆಯಾಗಿ ನೀಡಿದರು. ಈ ವೇಳೆ ಎಸ್‌ಡಿಎಂಸಿ ಅಧ್ಯಕ್ಷರು, ಶಿಕ್ಷಕರು ಹಾಗೂ ಗ್ರಾಮಸ್ಥರು ದಾನಿಗಳನ್ನು ಸನ್ಮಾನಿಸಿ ಗೌರವಿಸಿದರು. ಶಾಲೆಯ ಅಭಿವೃದ್ಧಿಗೆ ಸಹಕಾರ ನೀಡಿದ ಎಲ್ಲರಿಗೂ ಮುಖ್ಯ ಶಿಕ್ಷಕರು ಕೃತಜ್ಞತೆ ಸಲ್ಲಿಸಿದರು. xyxy=(855,1168,1181,1304)
story7-headline: ಎಸ್‌ಎಸ್‌ಎಲ್‌ಸಿ ಫಲಿತಾಂಶ ಸುಧಾರಣೆ ಅಗತ್ಯ xyxy=(733,1882,1266,1926)
